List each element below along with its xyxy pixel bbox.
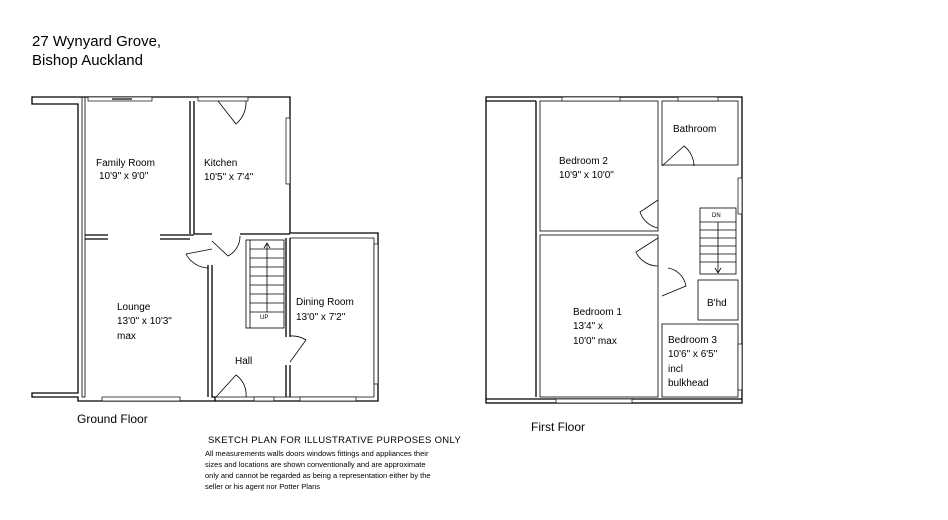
door-swing — [662, 146, 694, 166]
bedroom-1-size-line-2: 10'0" max — [573, 336, 617, 347]
window — [254, 397, 274, 401]
disclaimer-line: only and cannot be regarded as being a representation either by the — [205, 471, 431, 480]
window — [738, 178, 742, 214]
door-swing — [212, 236, 240, 256]
door-swing — [218, 101, 246, 124]
stairs-down-label: DN — [712, 213, 721, 219]
address-line-2: Bishop Auckland — [32, 52, 143, 69]
ground-floor-outer-wall-right — [32, 97, 378, 401]
ground-floor-plan — [32, 97, 378, 401]
door-swing — [662, 268, 686, 296]
door-swing — [216, 375, 246, 397]
bedroom-3-note-1: incl — [668, 364, 684, 375]
ground-floor-label: Ground Floor — [77, 412, 148, 426]
bathroom-name: Bathroom — [673, 124, 717, 135]
disclaimer-title: SKETCH PLAN FOR ILLUSTRATIVE PURPOSES ONLY — [208, 435, 461, 446]
stairs-up-label: UP — [260, 315, 269, 321]
door-swing — [640, 200, 658, 228]
family-room-size: 10'9" x 9'0" — [99, 171, 149, 182]
bedroom-2-size: 10'9" x 10'0" — [559, 170, 614, 181]
bedroom-2-name: Bedroom 2 — [559, 156, 608, 167]
bedroom-3-note-2: bulkhead — [668, 378, 709, 389]
kitchen-size: 10'5" x 7'4" — [204, 172, 254, 183]
bedroom-3-name: Bedroom 3 — [668, 335, 717, 346]
window — [102, 397, 180, 401]
bedroom-1-name: Bedroom 1 — [573, 307, 622, 318]
window — [562, 97, 620, 101]
window — [300, 397, 356, 401]
bedroom-3-size: 10'6" x 6'5" — [668, 349, 718, 360]
first-floor-label: First Floor — [531, 420, 585, 434]
disclaimer-line: seller or his agent nor Potter Plans — [205, 482, 321, 491]
window — [374, 244, 378, 384]
dining-room-name: Dining Room — [296, 297, 354, 308]
window — [556, 399, 632, 403]
disclaimer-line: sizes and locations are shown conventionally and are approximate — [205, 460, 426, 469]
lounge-note: max — [117, 331, 136, 342]
window — [286, 118, 290, 184]
dining-room-size: 13'0" x 7'2" — [296, 312, 346, 323]
bedroom-1-size-line-1: 13'4" x — [573, 321, 603, 332]
hall-name: Hall — [235, 356, 253, 367]
kitchen-name: Kitchen — [204, 158, 238, 169]
ground-left-wall-inner — [82, 97, 85, 397]
disclaimer-line: All measurements walls doors windows fittings and appliances their — [205, 449, 429, 458]
window — [678, 97, 718, 101]
window — [198, 97, 248, 101]
bulkhead-name: B'hd — [707, 298, 727, 309]
address-line-1: 27 Wynyard Grove, — [32, 33, 162, 50]
window — [738, 344, 742, 390]
lounge-size: 13'0" x 10'3" — [117, 316, 172, 327]
ground-floor-outer-wall — [32, 100, 215, 401]
family-room-name: Family Room — [96, 158, 155, 169]
door-swing — [636, 238, 658, 266]
lounge-name: Lounge — [117, 302, 151, 313]
door-swing — [290, 336, 306, 362]
